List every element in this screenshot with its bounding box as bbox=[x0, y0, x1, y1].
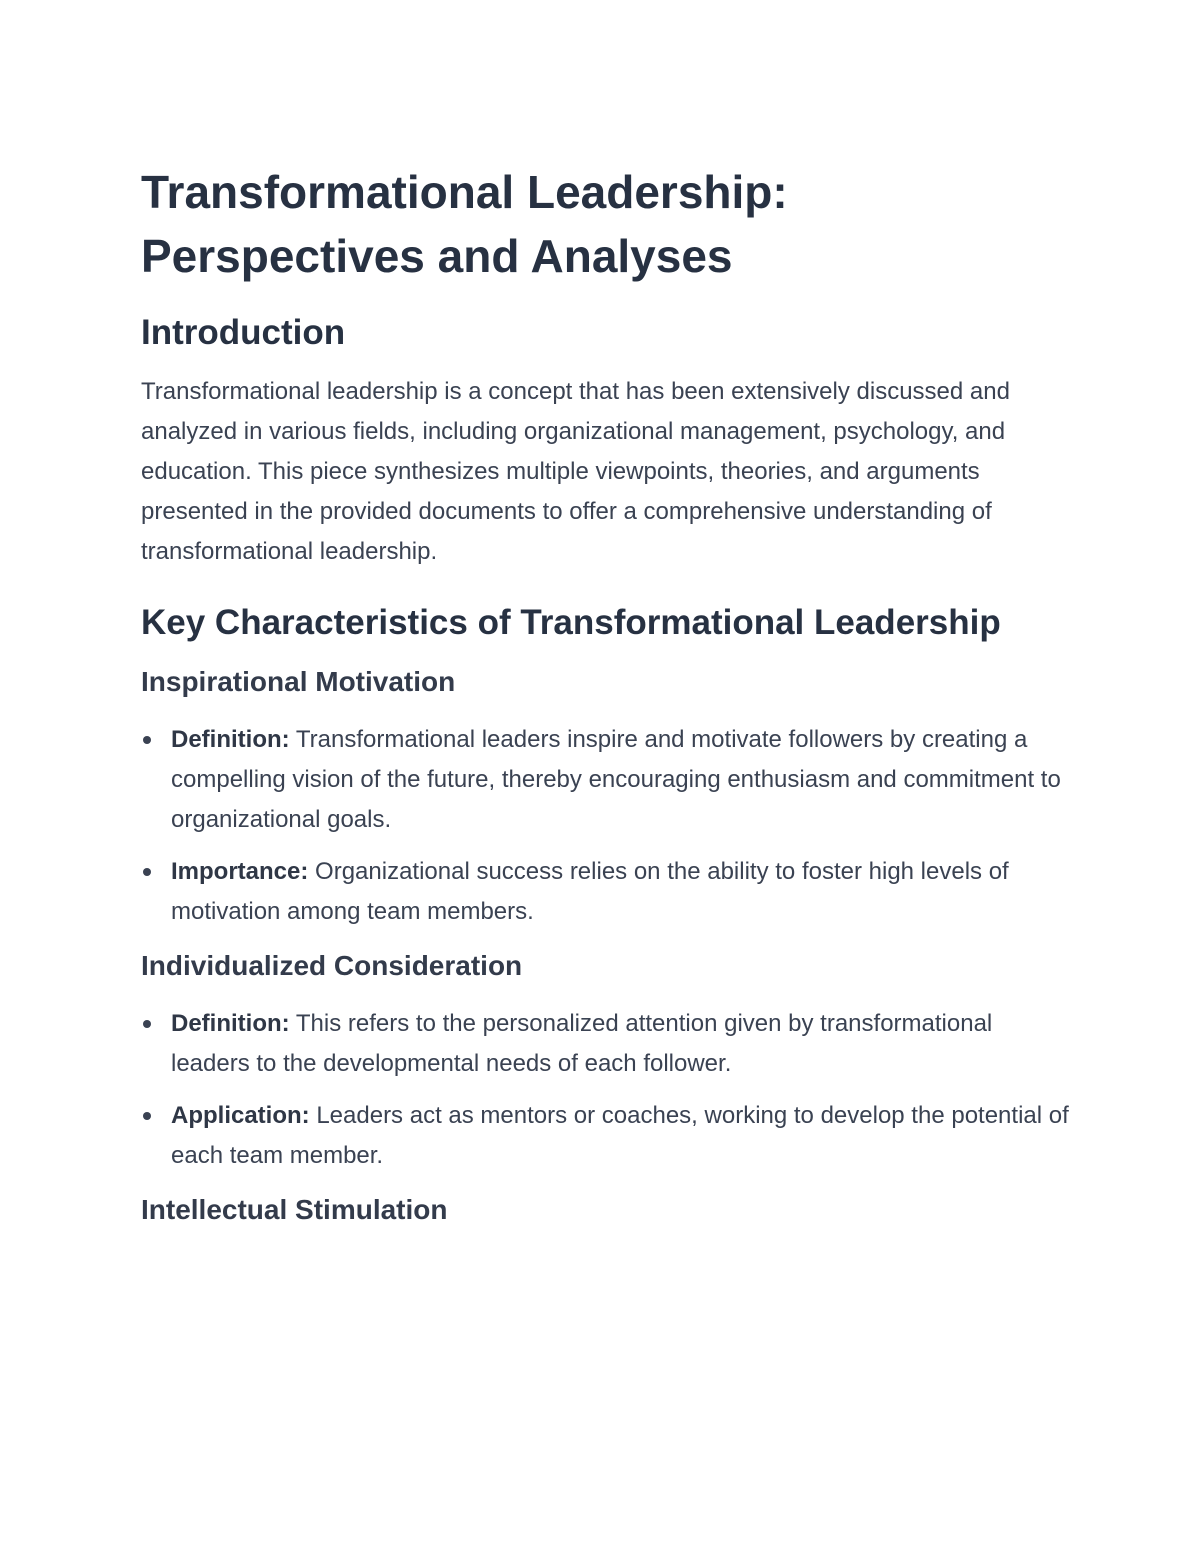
inspirational-motivation-list bbox=[141, 720, 1071, 932]
list-item bbox=[141, 852, 1071, 932]
list-item bbox=[141, 1096, 1071, 1176]
list-item-label: Definition: bbox=[171, 726, 290, 753]
bullet-icon bbox=[143, 1112, 151, 1120]
section-heading-key-characteristics: Key Characteristics of Transformational Leadership bbox=[141, 603, 1001, 642]
bullet-icon bbox=[143, 868, 151, 876]
list-item-label: Application: bbox=[171, 1102, 310, 1129]
bullet-icon bbox=[143, 736, 151, 744]
document-page bbox=[141, 160, 1071, 1248]
list-item-text: This refers to the personalized attention given by transformational leaders to the developmental needs of each follower. bbox=[171, 1010, 993, 1077]
list-item bbox=[141, 720, 1071, 840]
bullet-icon bbox=[143, 1020, 151, 1028]
list-item-text: Organizational success relies on the ability to foster high levels of motivation among team members. bbox=[171, 858, 1009, 925]
section-heading-introduction: Introduction bbox=[141, 313, 346, 352]
subsection-heading-inspirational-motivation: Inspirational Motivation bbox=[141, 666, 456, 697]
subsection-heading-individualized-consideration: Individualized Consideration bbox=[141, 950, 523, 981]
subsection-heading-intellectual-stimulation: Intellectual Stimulation bbox=[141, 1194, 448, 1225]
document-title: Transformational Leadership: Perspectives and Analyses bbox=[141, 166, 788, 282]
list-item bbox=[141, 1004, 1071, 1084]
list-item-text: Transformational leaders inspire and motivate followers by creating a compelling vision of the future, thereby encouraging enthusiasm and commitment to organizational goals. bbox=[171, 726, 1061, 833]
list-item-text: Leaders act as mentors or coaches, working to develop the potential of each team member. bbox=[171, 1102, 1069, 1169]
individualized-consideration-list bbox=[141, 1004, 1071, 1176]
introduction-paragraph: Transformational leadership is a concept that has been extensively discussed and analyzed in various fields, including organizational management, psychology, and education. This piece synthesizes multiple viewpoints, theories, and arguments presented in the provided documents to offer a comprehensive understanding of transformational leadership. bbox=[141, 378, 1010, 565]
list-item-label: Definition: bbox=[171, 1010, 290, 1037]
list-item-label: Importance: bbox=[171, 858, 309, 885]
